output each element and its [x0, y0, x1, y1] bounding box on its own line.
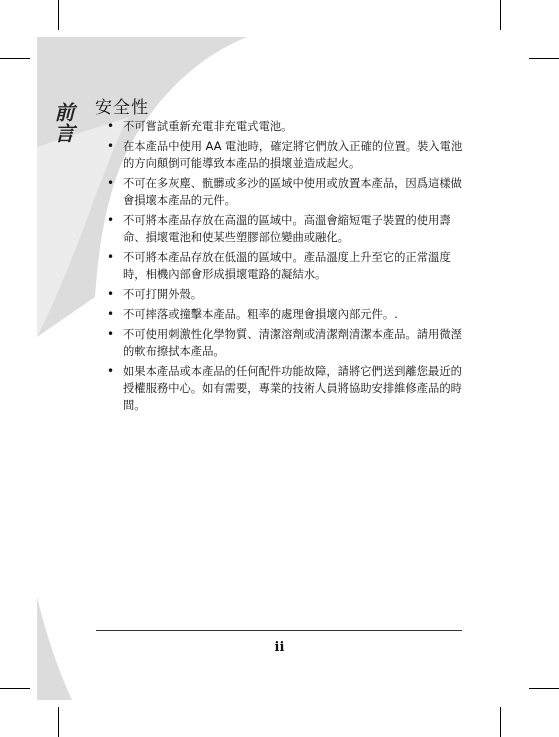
list-item [105, 118, 467, 135]
bullet-icon: • [107, 119, 115, 133]
list-item [105, 363, 467, 414]
bullet-icon: • [107, 250, 115, 264]
list-item [105, 138, 467, 172]
list-item-text: 如果本產品或本產品的任何配件功能故障，請將它們送到離您最近的授權服務中心。如有需要，專業的技術人員將協助安排維修產品的時間。 [123, 365, 462, 412]
list-item-text: 在本產品中使用 AA 電池時，確定將它們放入正確的位置。裝入電池的方向顛倒可能導致本產品的損壞並造成起火。 [123, 140, 463, 170]
crop-mark-top-right-horizontal [529, 58, 559, 59]
crop-mark-bottom-right-horizontal [529, 688, 559, 689]
list-item-text: 不可將本產品存放在高溫的區域中。高溫會縮短電子裝置的使用壽命、損壞電池和使某些塑膠部位變曲或融化。 [123, 214, 451, 244]
list-item-text: 不可使用刺激性化學物質、清潔溶劑或清潔劑清潔本產品。請用微溼的軟布擦拭本產品。 [123, 328, 462, 358]
crop-mark-top-left-vertical [58, 0, 59, 30]
list-item-text: 不可在多灰塵、骯髒或多沙的區域中使用或放置本產品，因爲這樣做會損壞本產品的元件。 [123, 177, 462, 207]
section-title: 安全性 [95, 98, 149, 118]
bullet-icon: • [107, 213, 115, 227]
bullet-icon: • [107, 139, 115, 153]
crop-mark-bottom-left-horizontal [0, 688, 30, 689]
page-number: ii [274, 640, 285, 655]
footer-rule [96, 630, 462, 631]
bullet-icon: • [107, 364, 115, 378]
list-item [105, 249, 467, 283]
bullet-icon: • [107, 287, 115, 301]
bullet-icon: • [107, 327, 115, 341]
list-item [105, 326, 467, 360]
list-item-text: 不可嘗試重新充電非充電式電池。 [123, 120, 293, 133]
crop-mark-top-right-vertical [500, 0, 501, 30]
list-item [105, 175, 467, 209]
list-item [105, 212, 467, 246]
bullet-icon: • [107, 307, 115, 321]
list-item [105, 306, 467, 323]
list-item-text: 不可摔落或撞擊本產品。粗率的處理會損壞內部元件。. [123, 308, 398, 321]
list-item [105, 286, 467, 303]
list-item-text: 不可將本產品存放在低溫的區域中。產品溫度上升至它的正常溫度時，相機內部會形成損壞電路的凝結水。 [123, 251, 451, 281]
list-item-text: 不可打開外殼。 [123, 288, 203, 301]
safety-list [105, 118, 467, 417]
crop-mark-top-left-horizontal [0, 58, 30, 59]
chapter-side-label: 前言 [51, 102, 75, 144]
crop-mark-bottom-right-vertical [500, 707, 501, 737]
bullet-icon: • [107, 176, 115, 190]
crop-mark-bottom-left-vertical [58, 707, 59, 737]
